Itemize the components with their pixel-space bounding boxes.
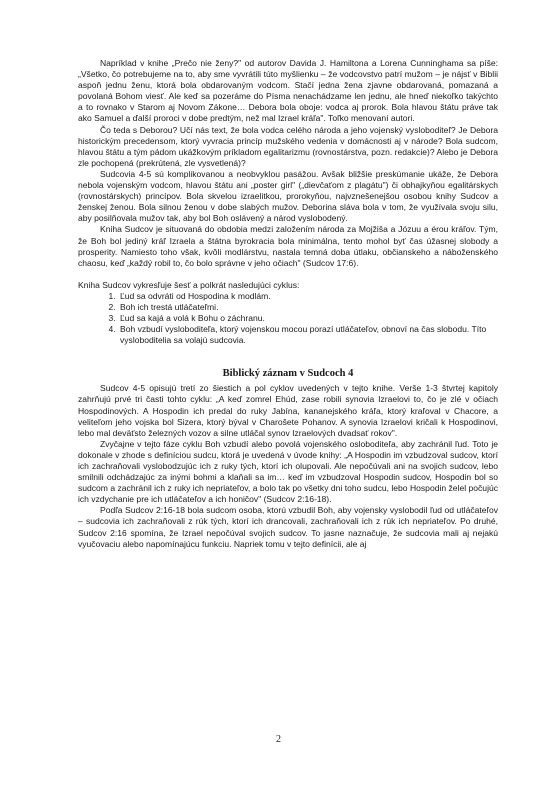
paragraph-sudcovia-4-5: Sudcovia 4-5 sú komplikovanou a neobvyklou pasážou. Avšak bližšie preskúmanie ukáže, že Debora nebola vojenským vodcom, hlavou štátu ani „poster girl" („dievčaťom z plagátu") či obhajkyňou egalitárskych (rovnostárskych) princípov. Bola skvelou izraelitkou, prorokyňou, najvznešenejšou osobou knihy Sudcov a ženskej ženou. Bola silnou ženou v dobe slabých mužov. Deborina sláva bola v tom, že využívala svoju silu, aby posilňovala mužov tak, aby bol Boh oslávený a národ vyslobodený.: [78, 168, 498, 224]
page-number: 2: [276, 734, 281, 745]
cycle-item: 1. Ľud sa odvráti od Hospodina k modlám.: [118, 291, 498, 302]
cycle-item: 2. Boh ich trestá utláčateľmi.: [118, 302, 498, 313]
cycle-list: [78, 291, 498, 346]
spacer: [78, 346, 498, 368]
paragraph-judge-definition: Zvyčajne v tejto fáze cyklu Boh vzbudí alebo povolá vojenského osloboditeľa, aby zachránil ľud. Toto je dokonale v zhode s definíciou sudcu, ktorá je uvedená v úvode knihy: „A Hospodin im vzbudzoval sudcov, ktorí ich zachraňovali vyslobodzujúc ich z ruky tých, ktorí ich olupovali. Ale nepočúvali ani na svojich sudcov, lebo smilnili odchádzajúc za inými bohmi a klaňali sa im… keď im vzbudzoval Hospodin sudcov, Hospodin bol so sudcom a zachránil ich z ruky ich nepriateľov, a bolo tak po všetky dni toho sudcu, lebo Hospodin želel počujúc ich vzdychanie pre ich utláčateľov a ich honičov" (Sudcov 2:16-18).: [78, 438, 498, 505]
paragraph-hamilton-quote: Napríklad v knihe „Prečo nie ženy?" od autorov Davida J. Hamiltona a Lorena Cunninghama sa píše: „Všetko, čo potrebujeme na to, aby sme vyvrátili túto myšlienku – že vodcovstvo patrí mužom – je nájsť v Biblii aspoň jednu ženu, ktorá bola obdarovaným vodcom. Stačí jedna žena zjavne obdarovaná, pomazaná a povolaná Bohom viesť. Ale keď sa pozeráme do Písma nenachádzame len jednu, ale hneď niekoľko takýchto a to rovnako v Starom aj Novom Zákone… Debora bola oboje: vodca aj prorok. Bola hlavou štátu práve tak ako Samuel a ďalší proroci v dobe predtým, než mal Izrael kráľa". Toľko menovaní autori.: [78, 58, 498, 124]
paragraph-kniha-sudcov-context: Kniha Sudcov je situovaná do obdobia medzi založením národa za Mojžiša a Józuu a érou kráľov. Tým, že Boh bol jediný kráľ Izraela a štátna byrokracia bola minimálna, tento mohol byť čas úžasnej slobody a prosperity. Namiesto toho však, kvôli modlárstvu, nastala temná doba útlaku, občianskeho a náboženského chaosu, keď „každý robil to, čo bolo správne v jeho očiach" (Sudcov 17:6).: [78, 224, 498, 268]
paragraph-judge-role: Podľa Sudcov 2:16-18 bola sudcom osoba, ktorú vzbudil Boh, aby vojensky vyslobodil ľud od utláčateľov – sudcovia ich zachraňovali z rúk tých, ktorí ich drancovali, zachraňovali ich z rúk ich nepriateľov. Po druhé, Sudcov 2:16 spomína, že Izrael nepočúval svojich sudcov. To jasne naznačuje, že sudcovia mali aj nejakú vyučovaciu alebo napomínajúcu funkciu. Napriek tomu v tejto definícii, ale aj: [78, 505, 498, 549]
cycle-item: 3. Ľud sa kajá a volá k Bohu o záchranu.: [118, 313, 498, 324]
paragraph-debora-questions: Čo teda s Deborou? Učí nás text, že bola vodca celého národa a jeho vojenský vysloboditeľ? Je Debora historickým precedensom, ktorý vyvracia princíp mužského vedenia v domácnosti aj v národe? Bola sudcom, hlavou štátu a tým pádom ukážkovým príkladom egalitarizmu (rovnostárstva, pozn. redakcie)? Alebo je Debora zle pochopená (prekrútená, zle vysvetlená)?: [78, 124, 498, 168]
document-page: [78, 58, 498, 550]
section-heading: Biblický záznam v Sudcoch 4: [222, 368, 354, 380]
spacer: [78, 269, 498, 280]
paragraph-cycle-three: Sudcov 4-5 opisujú tretí zo šiestich a pol cyklov uvedených v tejto knihe. Verše 1-3 štvrtej kapitoly zahrňujú prvé tri časti tohto cyklu: „A keď zomrel Ehúd, zase robili synovia Izraelovi to, čo je zlé v očiach Hospodinových. A Hospodin ich predal do ruky Jabína, kananejského kráľa, ktorý kraľoval v Chacore, a veliteľom jeho vojska bol Sizera, ktorý býval v Charošete Pohanov. A synovia Izraelovi kričali k Hospodinovi, lebo mal deväťsto železných vozov a silne utláčal synov Izraelových dvadsať rokov".: [78, 383, 498, 438]
cycle-item: 4. Boh vzbudí vysloboditeľa, ktorý vojenskou mocou porazí utláčateľov, obnoví na čas slobodu. Títo vysloboditelia sa volajú sudcovia.: [118, 324, 498, 346]
paragraph-cycle-intro: Kniha Sudcov vykresľuje šesť a polkrát nasledujúci cyklus:: [78, 279, 300, 290]
